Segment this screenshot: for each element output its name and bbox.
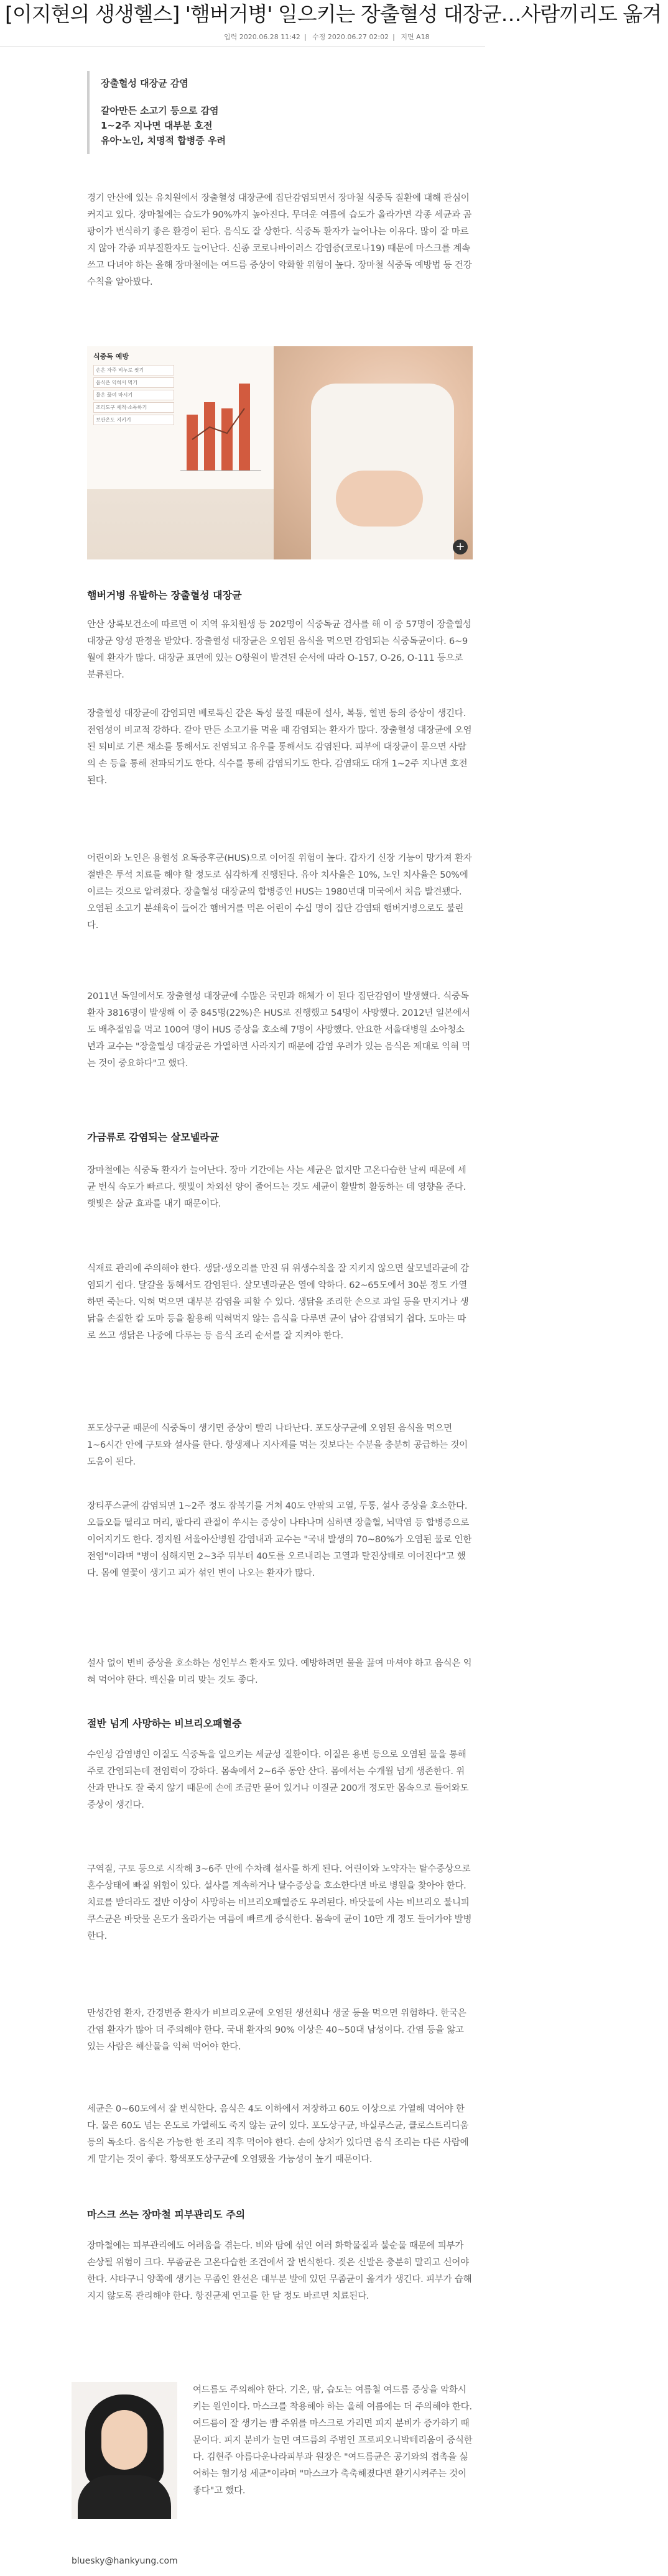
article-meta: 입력 2020.06.28 11:42 | 수정 2020.06.27 02:02 | 지면 A18 bbox=[224, 33, 430, 41]
paragraph-wrap bbox=[87, 1261, 473, 1345]
infographic-item: 손은 자주 비누로 씻기 bbox=[93, 365, 174, 375]
summary-line: 갈아만든 소고기 등으로 감염 bbox=[101, 105, 219, 116]
paragraph: 식재료 관리에 주의해야 한다. 생닭·생오리를 만진 뒤 위생수칙을 잘 지키지 않으면 살모넬라균에 감염되기 쉽다. 달걀을 통해서도 감염된다. 살모넬라균은 열에 약하다. 62~65도에서 30분 정도 가열하면 죽는다. 익혀 먹으면 대부분 감염을 피할 수 있다. 생닭을 조리한 손으로 과일 등을 만지거나 생닭을 손질한 칼 도마 등을 활용해 익혀먹지 않는 음식을 다루면 균이 남아 감염되기 쉽다. 도마는 따로 쓰고 생닭은 나중에 다루는 등 음식 조리 순서를 잘 지켜야 한다. bbox=[87, 1264, 470, 1341]
paragraph: 어린이와 노인은 용혈성 요독증후군(HUS)으로 이어질 위험이 높다. 갑자기 신장 기능이 망가져 환자 절반은 투석 치료를 해야 할 정도로 심각하게 진행된다. 유아 치사율은 10%, 노인 치사율은 50%에 이르는 것으로 알려졌다. 장출혈성 대장균의 합병증인 HUS는 1980년대 미국에서 처음 발견됐다. 오염된 소고기 분쇄육이 들어간 햄버거를 먹은 어린이 수십 명이 집단 감염돼 햄버거병으로도 불린다. bbox=[87, 853, 472, 931]
section-heading-wrap bbox=[87, 1129, 473, 1144]
paragraph-wrap bbox=[87, 617, 473, 684]
author-photo bbox=[72, 2382, 177, 2519]
paragraph-wrap bbox=[87, 1747, 473, 1814]
infographic-item: 물은 끓여 마시기 bbox=[93, 390, 174, 400]
section-heading-wrap bbox=[87, 587, 473, 602]
paragraph: 여드름도 주의해야 한다. 기온, 땀, 습도는 여름철 여드름 증상을 악화시키는 원인이다. 마스크를 착용해야 하는 올해 여름에는 더 주의해야 한다. 여드름이 잘 생기는 빰 주위를 마스크로 가리면 피지 분비가 증가하기 때문이다. 피지 분비가 늘면 여드름의 주범인 프로피오니박테리움이 증식한다. 김현주 아름다운나라피부과 원장은 "여드름균은 공기와의 접촉을 싫어하는 혐기성 세균"이라며 "마스크가 축축해졌다면 환기시켜주는 것이 좋다"고 했다. bbox=[193, 2385, 473, 2496]
infographic bbox=[87, 346, 274, 489]
paragraph-wrap bbox=[87, 1420, 473, 1471]
paragraph: 설사 없이 변비 증상을 호소하는 성인부스 환자도 있다. 예방하려면 물을 끓여 마셔야 하고 음식은 익혀 먹어야 한다. 백신을 미리 맞는 것도 좋다. bbox=[87, 1658, 472, 1685]
paragraph-wrap bbox=[87, 1498, 473, 1582]
paragraph: 장마철에는 식중독 환자가 늘어난다. 장마 기간에는 사는 세균은 없지만 고온다습한 날씨 때문에 세균 번식 속도가 빠르다. 햇빛이 차외선 양이 줄어드는 것도 세균이 활발히 활동하는 데 영향을 준다. 햇빛은 살균 효과를 내기 때문이다. bbox=[87, 1166, 466, 1209]
paragraph: 만성간염 환자, 간경변증 환자가 비브리오균에 오염된 생선회나 생굴 등을 먹으면 위험하다. 한국은 간염 환자가 많아 더 주의해야 한다. 국내 환자의 90% 이상은 40~50대 남성이다. 간염 등을 앓고 있는 사람은 해산물을 익혀 먹어야 한다. bbox=[87, 2008, 466, 2052]
paragraph-wrap bbox=[87, 850, 473, 934]
summary-box bbox=[87, 71, 493, 154]
infographic-item: 조리도구 세척·소독하기 bbox=[93, 402, 174, 413]
infographic-item: 보관온도 지키기 bbox=[93, 415, 174, 425]
article-figure[interactable] bbox=[87, 346, 473, 559]
section-heading-wrap bbox=[87, 2207, 473, 2221]
section-heading-wrap bbox=[87, 1716, 473, 1730]
infographic-list bbox=[93, 365, 174, 427]
article-title: [이지현의 생생헬스] '햄버거병' 일으키는 장출혈성 대장균…사람끼리도 옮겨 bbox=[5, 2, 662, 26]
infographic-bars bbox=[180, 371, 267, 477]
summary-line: 유아·노인, 치명적 합병증 우려 bbox=[101, 135, 226, 146]
paragraph-wrap bbox=[87, 1861, 473, 1945]
infographic-item: 음식은 익혀서 먹기 bbox=[93, 377, 174, 388]
paragraph: 수인성 감염병인 이질도 식중독을 일으키는 세균성 질환이다. 이질은 용변 등으로 오염된 물을 통해 주로 간염되는데 전염력이 강하다. 몸속에서 2~6주 동안 산다. 몸에서는 수개월 넘게 생존한다. 위산과 만나도 잘 죽지 않기 때문에 손에 조금만 묻어 있거나 이질균 200개 정도만 몸속으로 들어와도 증상이 생긴다. bbox=[87, 1750, 469, 1810]
modified-date: 수정 2020.06.27 02:02 bbox=[312, 33, 389, 41]
page-section: 지면 A18 bbox=[401, 33, 430, 41]
intro-paragraph-wrap bbox=[87, 190, 473, 291]
section-heading: 절반 넘게 사망하는 비브리오패혈증 bbox=[87, 1718, 242, 1729]
infographic-title: 식중독 예방 bbox=[93, 352, 129, 361]
paragraph: 구역질, 구토 등으로 시작해 3~6주 만에 수차례 설사를 하게 된다. 어린이와 노약자는 탈수증상으로 혼수상태에 빠질 위험이 있다. 설사를 계속하거나 탈수증상을 호소한다면 바로 병원을 찾아야 한다. 치료를 받더라도 절반 이상이 사망하는 비브리오패혈증도 우려된다. 바닷물에 사는 비브리오 불니피쿠스균은 바닷물 온도가 올라가는 여름에 빠르게 증식한다. 몸속에 균이 10만 개 정도 들어가야 발병한다. bbox=[87, 1864, 472, 1941]
summary-line: 1~2주 지나면 대부분 호전 bbox=[101, 120, 213, 131]
paragraph-wrap bbox=[87, 2101, 473, 2168]
title-divider bbox=[0, 46, 485, 47]
paragraph: 세균은 0~60도에서 잘 번식한다. 음식은 4도 이하에서 저장하고 60도 이상으로 가열해 먹어야 한다. 물은 60도 넘는 온도로 가열해도 죽지 않는 균이 있다. 포도상구균, 바실루스균, 클로스트리디움 등의 독소다. 음식은 가능한 한 조리 직후 먹어야 한다. 손에 상처가 있다면 음식 조리는 다른 사람에게 맡기는 것이 좋다. 황색포도상구균에 오염됐을 가능성이 높기 때문이다. bbox=[87, 2104, 469, 2164]
published-date: 입력 2020.06.28 11:42 bbox=[224, 33, 300, 41]
paragraph-wrap bbox=[87, 706, 473, 789]
reporter-email[interactable]: bluesky@hankyung.com bbox=[72, 2556, 178, 2566]
paragraph-wrap bbox=[193, 2382, 473, 2500]
paragraph: 장티푸스균에 감염되면 1~2주 정도 잠복기를 거쳐 40도 안팎의 고열, 두통, 설사 증상을 호소한다. 오들오들 떨리고 머리, 팔다리 관절이 쑤시는 증상이 나타나며 심하면 장출혈, 뇌막염 등 합병증으로 이어지기도 한다. 정지원 서울아산병원 감염내과 교수는 "국내 발생의 70~80%가 오염된 물로 인한 전염"이라며 "병이 심해지면 2~3주 뒤부터 40도를 오르내리는 고열과 탈진상태로 이어진다"고 했다. 몸에 열꽃이 생기고 피가 섞인 변이 나오는 환자가 많다. bbox=[87, 1501, 472, 1578]
paragraph: 포도상구균 때문에 식중독이 생기면 증상이 빨리 나타난다. 포도상구균에 오염된 음식을 먹으면 1~6시간 안에 구토와 설사를 한다. 항생제나 지사제를 먹는 것보다는 수분을 충분히 공급하는 것이 도움이 된다. bbox=[87, 1424, 468, 1467]
figure-photo bbox=[274, 346, 473, 559]
intro-paragraph: 경기 안산에 있는 유치원에서 장출혈성 대장균에 집단감염되면서 장마철 식중독 질환에 대해 관심이 커지고 있다. 장마철에는 습도가 90%까지 높아진다. 무더운 여름에 습도가 올라가면 각종 세균과 곰팡이가 번식하기 좋은 환경이 된다. 음식도 잘 상한다. 식중독 환자가 늘어나는 이유다. 많이 잘 마르지 않아 각종 피부질환자도 늘어난다. 신종 코로나바이러스 감염증(코로나19) 때문에 마스크를 계속 쓰고 다녀야 하는 올해 장마철에는 여드름 증상이 악화할 위험이 높다. 장마철 식중독 예방법 등 건강수칙을 알아봤다. bbox=[87, 193, 472, 287]
section-heading: 가금류로 감염되는 살모넬라균 bbox=[87, 1131, 220, 1143]
paragraph: 2011년 독일에서도 장출혈성 대장균에 수많은 국민과 해체가 이 된다 집단감염이 발생했다. 식중독 환자 3816명이 발생해 이 중 845명(22%)은 HUS로 진행했고 54명이 사망했다. 2012년 일본에서도 배추절임을 먹고 100여 명이 HUS 증상을 호소해 7명이 사망했다. 안요한 서울대병원 소아청소년과 교수는 "장출혈성 대장균은 가열하면 사라지기 때문에 감염 우려가 있는 음식은 제대로 익혀 먹는 것이 중요하다"고 했다. bbox=[87, 991, 471, 1069]
paragraph-wrap bbox=[87, 2238, 473, 2305]
paragraph-wrap bbox=[87, 1655, 473, 1689]
zoom-icon[interactable]: + bbox=[453, 540, 468, 554]
summary-heading: 장출혈성 대장균 감염 bbox=[101, 78, 188, 89]
paragraph: 장마철에는 피부관리에도 어려움을 겪는다. 비와 땀에 섞인 여러 화학물질과 불순물 때문에 피부가 손상될 위험이 크다. 무좀균은 고온다습한 조건에서 잘 번식한다. 젖은 신발은 충분히 말리고 신어야 한다. 샤타구니 양쪽에 생기는 무좀인 완선은 대부분 발에 있던 무좀균이 옮겨가 생긴다. 피부가 습해지지 않도록 관리해야 한다. 항진균제 연고를 한 달 정도 바르면 치료된다. bbox=[87, 2241, 472, 2301]
section-heading: 햄버거병 유발하는 장출혈성 대장균 bbox=[87, 589, 242, 601]
paragraph-wrap bbox=[87, 988, 473, 1072]
paragraph-wrap bbox=[87, 1162, 473, 1213]
paragraph: 안산 상록보건소에 따르면 이 지역 유치원생 등 202명이 식중독균 검사를 해 이 중 57명이 장출혈성 대장균 양성 판정을 받았다. 장출혈성 대장균은 오염된 음식을 먹으면 감염되는 식중독균이다. 6~9월에 환자가 많다. 대장균 표면에 있는 O항원이 발견된 순서에 따라 O-157, O-26, O-111 등으로 분류된다. bbox=[87, 620, 471, 680]
section-heading: 마스크 쓰는 장마철 피부관리도 주의 bbox=[87, 2209, 246, 2220]
paragraph-wrap bbox=[87, 2005, 473, 2056]
paragraph: 장출혈성 대장균에 감염되면 베로톡신 같은 독성 물질 때문에 설사, 복통, 혈변 등의 증상이 생긴다. 전염성이 비교적 강하다. 같아 만든 소고기를 먹을 때 감염되는 환자가 많다. 장출혈성 대장균에 오염된 퇴비로 기른 채소를 통해서도 전염되고 유우를 통해서도 감염된다. 피부에 대장균이 묻으면 사람의 손 등을 통해 전파되기도 한다. 식수를 통해 감염되기도 한다. 감염돼도 대개 1~2주 지나면 호전된다. bbox=[87, 709, 472, 786]
